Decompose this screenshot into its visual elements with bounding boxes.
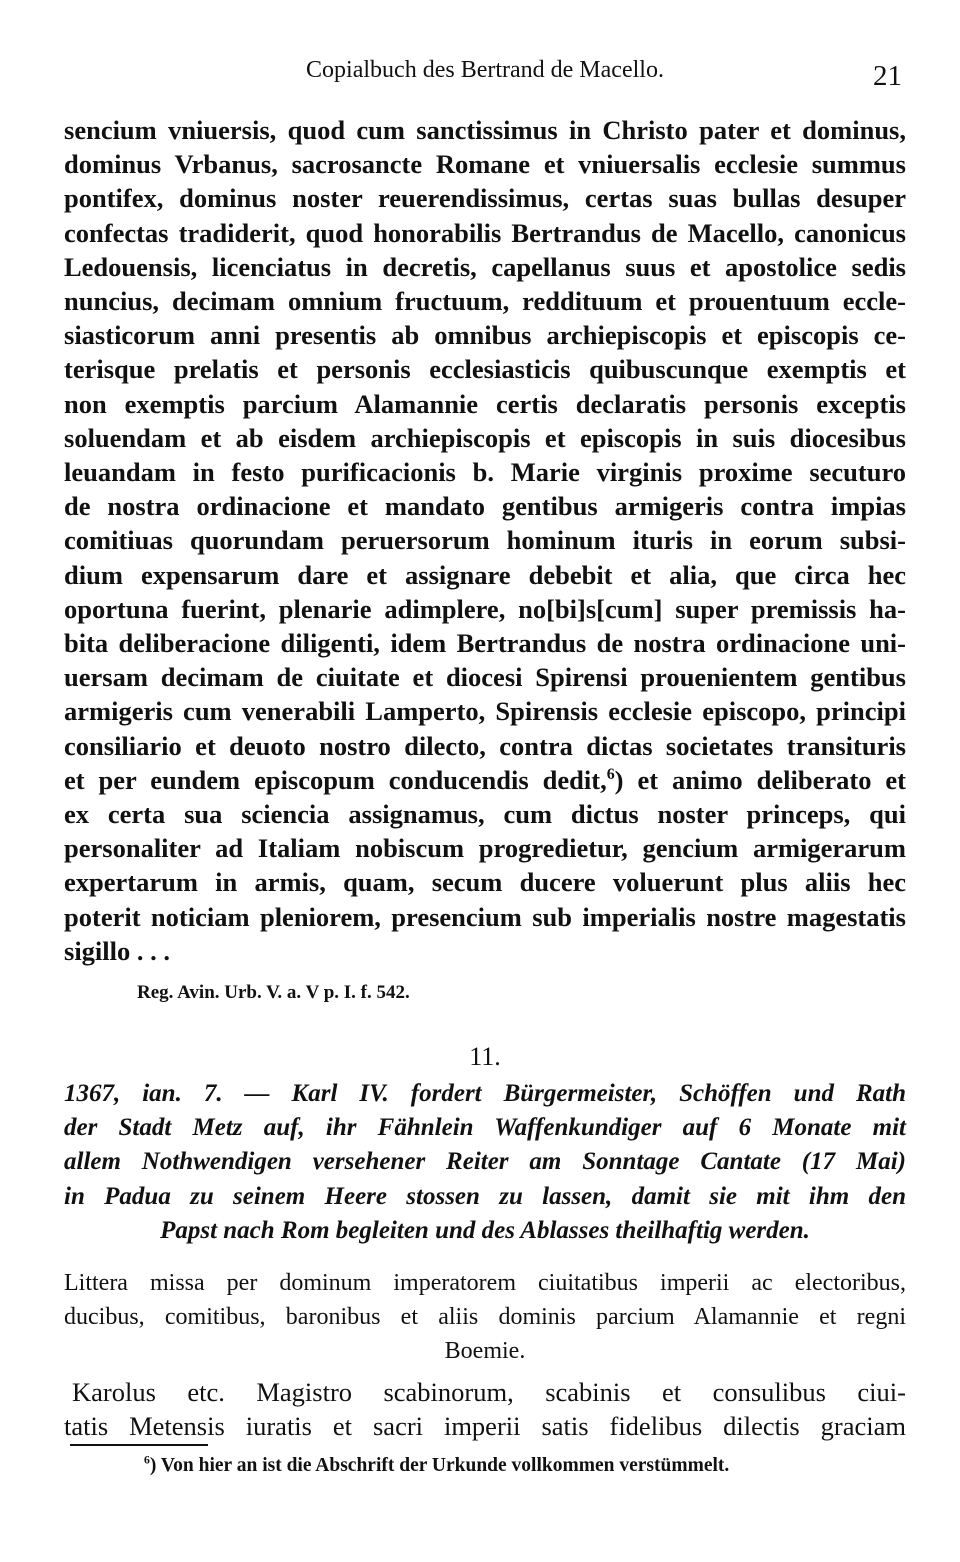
footnote-text: ) Von hier an ist die Abschrift der Urkunde vollkommen verstümmelt. — [149, 1455, 730, 1476]
text-line: personaliter ad Italiam nobiscum progredietur, gencium armigerarum — [64, 833, 906, 864]
address-line: Boemie. — [444, 1338, 526, 1364]
text-line: oportuna fuerint, plenarie adimplere, no[bi]s[cum] super premissis ha- — [64, 593, 906, 624]
text-line: soluendam et ab eisdem archiepiscopis et episcopis in suis diocesibus — [64, 422, 906, 453]
charter-text — [64, 113, 906, 968]
text-segment: et per eundem episcopum conducendis dedit, — [64, 764, 607, 795]
text-line: siasticorum anni presentis ab omnibus archiepiscopis et episcopis ce- — [64, 320, 906, 351]
text-line: sencium vniuersis, quod cum sanctissimus in Christo pater et dominus, — [64, 115, 906, 145]
text-line: nuncius, decimam omnium fructuum, reddituum et prouentuum eccle- — [64, 286, 906, 317]
regest-line: 1367, ian. 7. — Karl IV. fordert Bürgermeister, Schöffen und Rath — [64, 1080, 906, 1107]
book-page — [64, 0, 906, 1562]
text-line: expertarum in armis, quam, secum ducere voluerunt plus aliis hec — [64, 867, 906, 898]
letter-text — [64, 1375, 906, 1443]
text-line: dium expensarum dare et assignare debebit et alia, que circa hec — [64, 559, 906, 590]
running-title: Copialbuch des Bertrand de Macello. — [306, 57, 664, 83]
text-line: pontifex, dominus noster reuerendissimus, certas suas bullas desuper — [64, 183, 906, 214]
address-note — [64, 1266, 906, 1368]
text-line: poterit noticiam pleniorem, presencium sub imperialis nostre magestatis — [64, 901, 906, 932]
regest-line: in Padua zu seinem Heere stossen zu lassen, damit sie mit ihm den — [64, 1182, 906, 1210]
letter-line: tatis Metensis iuratis et sacri imperii satis fidelibus dilectis graciam — [64, 1411, 906, 1441]
regest — [64, 1077, 906, 1248]
text-line-with-footnote-ref — [64, 763, 906, 797]
footnote — [144, 1451, 904, 1481]
text-line: de nostra ordinacione et mandato gentibus armigeris contra impias — [64, 491, 906, 522]
text-line: dominus Vrbanus, sacrosancte Romane et vniuersalis ecclesie summus — [64, 149, 906, 180]
running-head — [64, 52, 906, 92]
text-line: armigeris cum venerabili Lamperto, Spirensis ecclesie episcopo, principi — [64, 696, 906, 727]
address-line: Littera missa per dominum imperatorem ciuitatibus imperii ac electoribus, — [64, 1270, 906, 1296]
text-line: bita deliberacione diligenti, idem Bertrandus de nostra ordinacione uni- — [64, 628, 906, 659]
text-line: ex certa sua sciencia assignamus, cum dictus noster princeps, qui — [64, 799, 906, 830]
text-line: confectas tradiderit, quod honorabilis Bertrandus de Macello, canonicus — [64, 217, 906, 248]
footnote-marker: 6 — [144, 1453, 150, 1467]
footnote-reference[interactable]: 6 — [606, 766, 615, 784]
regest-line: der Stadt Metz auf, ihr Fähnlein Waffenkundiger auf 6 Monate mit — [64, 1114, 906, 1142]
letter-line: Karolus etc. Magistro scabinorum, scabinis et consulibus ciui- — [72, 1377, 906, 1407]
footnote-divider — [70, 1444, 208, 1446]
text-line: comitiuas quorundam peruersorum hominum ituris in eorum subsi- — [64, 525, 906, 556]
text-segment: ) et animo deliberato et — [614, 764, 906, 795]
page-number: 21 — [873, 60, 902, 92]
regest-line: Papst nach Rom begleiten und des Ablasses theilhaftig werden. — [160, 1216, 810, 1244]
document-number: 11. — [469, 1042, 501, 1071]
text-line: uersam decimam de ciuitate et diocesi Spirensi prouenientem gentibus — [64, 662, 906, 693]
text-line: non exemptis parcium Alamannie certis declaratis personis exceptis — [64, 388, 906, 419]
source-reference: Reg. Avin. Urb. V. a. V p. I. f. 542. — [137, 982, 410, 1003]
text-line: terisque prelatis et personis ecclesiasticis quibuscunque exemptis et — [64, 354, 906, 385]
text-line: sigillo . . . — [64, 935, 171, 966]
text-line: leuandam in festo purificacionis b. Marie virginis proxime secuturo — [64, 457, 906, 488]
text-line: Ledouensis, licenciatus in decretis, capellanus suus et apostolice sedis — [64, 251, 906, 282]
text-line: consiliario et deuoto nostro dilecto, contra dictas societates transituris — [64, 730, 906, 761]
regest-line: allem Nothwendigen versehener Reiter am Sonntage Cantate (17 Mai) — [64, 1148, 906, 1176]
address-line: ducibus, comitibus, baronibus et aliis dominis parcium Alamannie et regni — [64, 1304, 906, 1330]
